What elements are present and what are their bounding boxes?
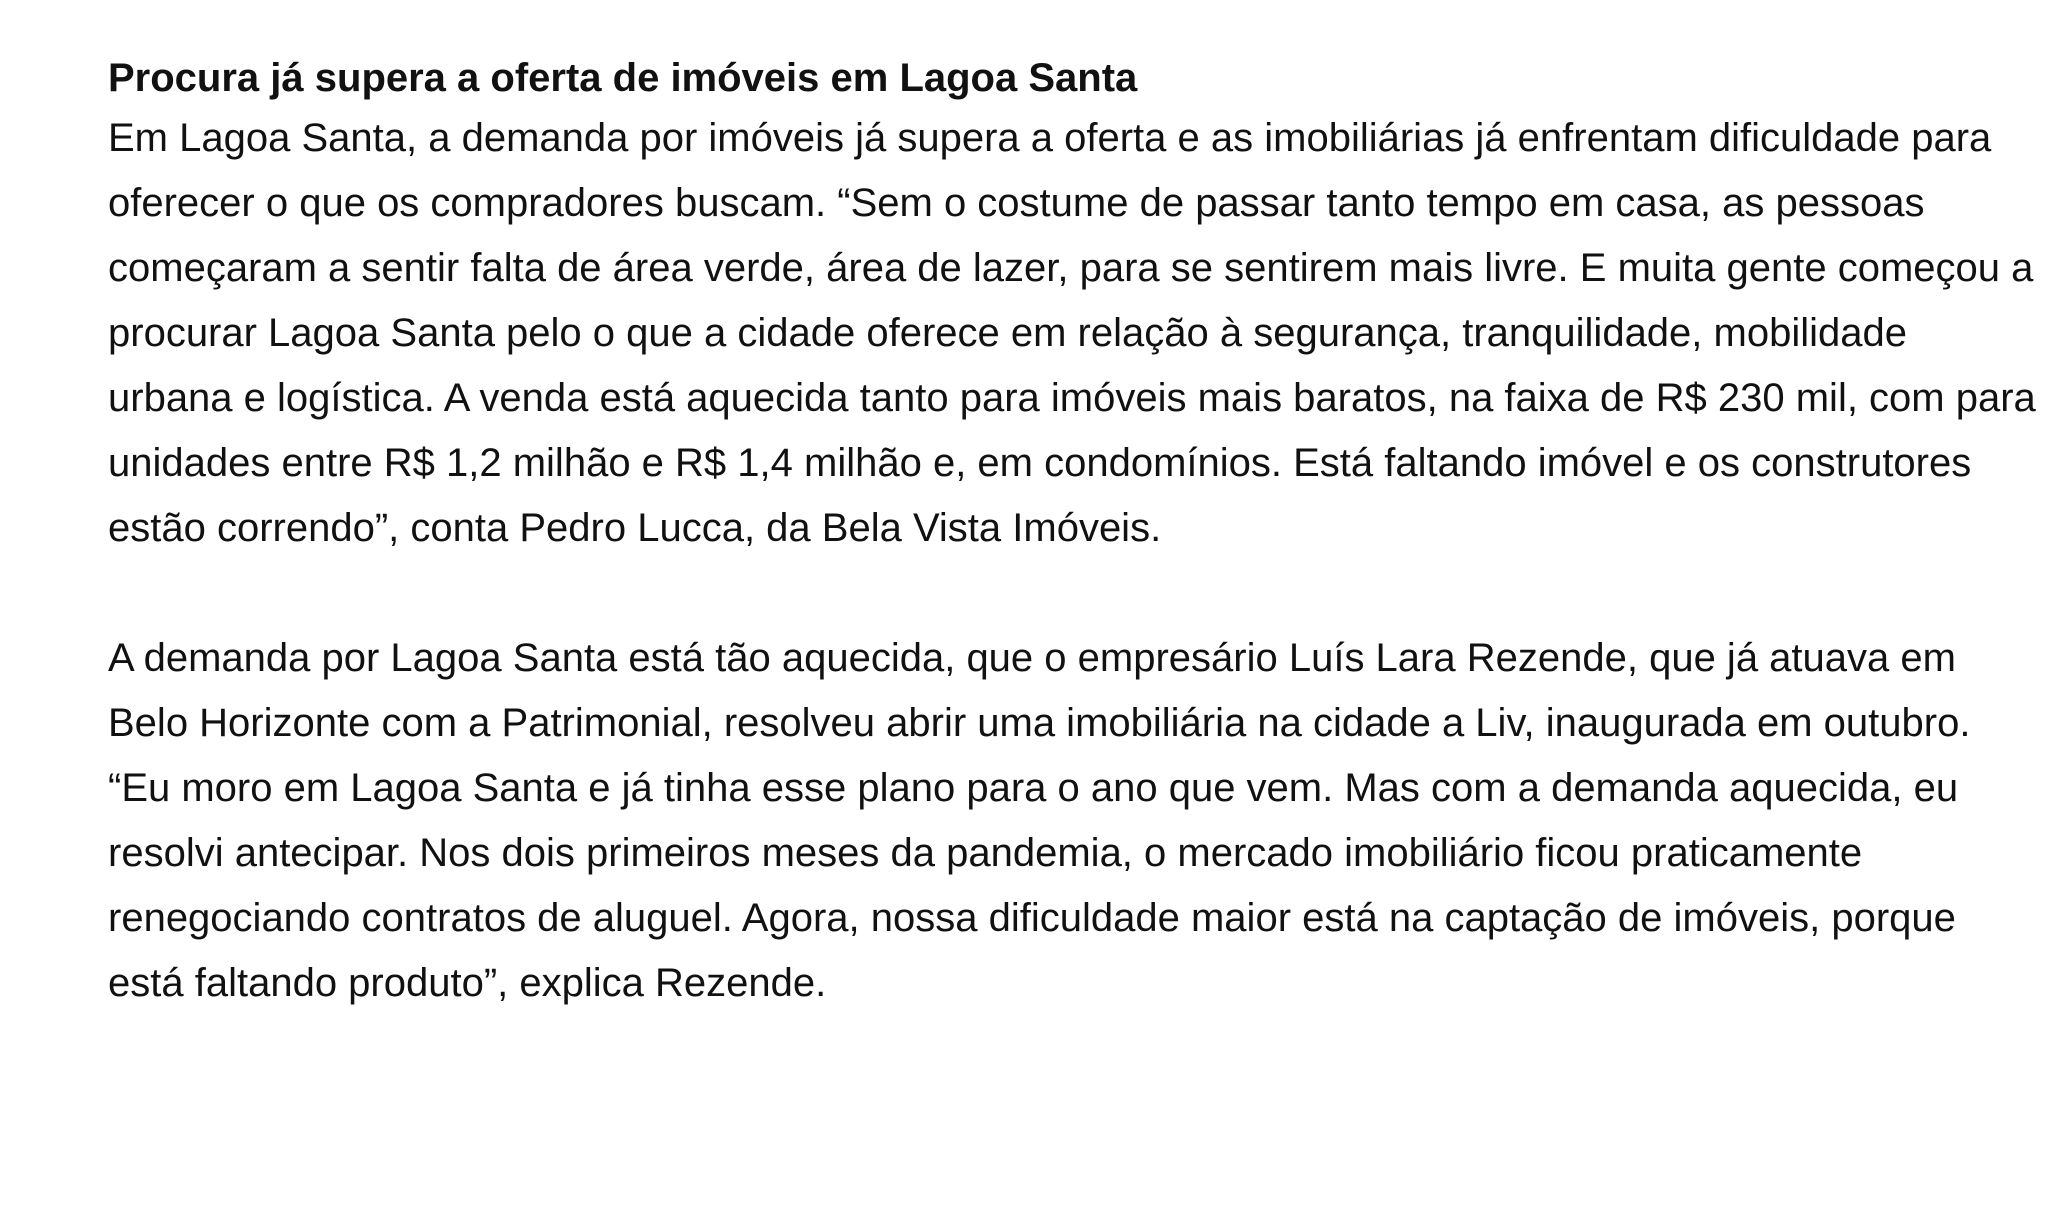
article-title: Procura já supera a oferta de imóveis em Lagoa Santa [108, 56, 1138, 100]
article-paragraph-1: Em Lagoa Santa, a demanda por imóveis já supera a oferta e as imobiliárias já enfrentam dificuldade para oferecer o que os compradores buscam. “Sem o costume de passar tanto tempo em casa, as pessoas começaram a sentir falta de área verde, área de lazer, para se sentirem mais livre. E muita gente começou a procurar Lagoa Santa pelo o que a cidade oferece em relação à segurança, tranquilidade, mobilidade urbana e logística. A venda está aquecida tanto para imóveis mais baratos, na faixa de R$ 230 mil, com para unidades entre R$ 1,2 milhão e R$ 1,4 milhão e, em condomínios. Está faltando imóvel e os construtores estão correndo”, conta Pedro Lucca, da Bela Vista Imóveis. [108, 116, 2036, 550]
article-paragraph-2: A demanda por Lagoa Santa está tão aquecida, que o empresário Luís Lara Rezende, que já atuava em Belo Horizonte com a Patrimonial, resolveu abrir uma imobiliária na cidade a Liv, inaugurada em outubro. “Eu moro em Lagoa Santa e já tinha esse plano para o ano que vem. Mas com a demanda aquecida, eu resolvi antecipar. Nos dois primeiros meses da pandemia, o mercado imobiliário ficou praticamente renegociando contratos de aluguel. Agora, nossa dificuldade maior está na captação de imóveis, porque está faltando produto”, explica Rezende. [108, 636, 1971, 1005]
